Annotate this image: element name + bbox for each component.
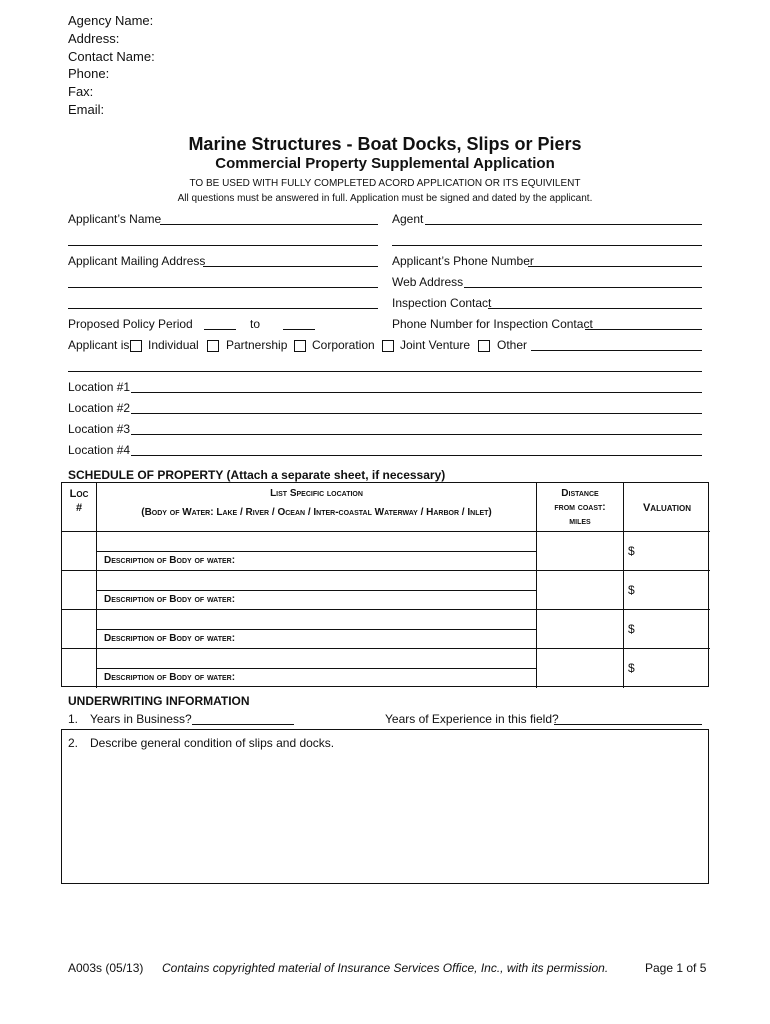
underwriting-heading: UNDERWRITING INFORMATION [68,694,250,708]
mailing-address-field-2[interactable] [68,287,378,288]
fax-label: Fax: [68,84,94,99]
form-id: A003s (05/13) [68,961,144,975]
individual-checkbox[interactable] [130,340,142,352]
copyright-note: Contains copyrighted material of Insurance Services Office, Inc., with its permission. [162,961,609,975]
col-loc-header: Loc # [69,488,89,514]
other-label: Other [497,338,528,352]
phone-number-field[interactable] [528,266,702,267]
page-title: Marine Structures - Boat Docks, Slips or Piers [188,134,582,154]
page-subtitle: Commercial Property Supplemental Application [215,155,555,172]
col-location-header: List Specific location [270,488,363,499]
schedule-heading: SCHEDULE OF PROPERTY (Attach a separate sheet, if necessary) [68,468,446,482]
web-address-label: Web Address [392,275,464,289]
row-4-description-label: Description of Body of water: [104,672,236,683]
location-3-field[interactable] [131,434,702,435]
location-2-field[interactable] [131,413,702,414]
phone-number-label: Applicant’s Phone Number [392,254,534,268]
years-in-business-label: Years in Business? [90,712,192,726]
applicant-name-label: Applicant’s Name [68,212,162,226]
acord-note: TO BE USED WITH FULLY COMPLETED ACORD APPLICATION OR ITS EQUIVILENT [189,178,581,189]
row-1-description-label: Description of Body of water: [104,555,236,566]
row-3-description-label: Description of Body of water: [104,633,236,644]
location-3-label: Location #3 [68,422,131,436]
applicant-name-field-2[interactable] [68,245,378,246]
agent-field[interactable] [425,224,702,225]
mailing-address-field[interactable] [203,266,378,267]
policy-start-field[interactable] [204,329,236,330]
inspection-contact-field[interactable] [488,308,702,309]
blank-line[interactable] [68,371,702,372]
page-number: Page 1 of 5 [645,961,707,975]
years-in-business-field[interactable] [192,724,294,725]
col-distance-header: Distance from coast: miles [554,488,606,527]
agent-field-2[interactable] [392,245,702,246]
other-checkbox[interactable] [478,340,490,352]
location-4-field[interactable] [131,455,702,456]
email-label: Email: [68,102,105,117]
location-2-label: Location #2 [68,401,131,415]
corporation-checkbox[interactable] [294,340,306,352]
policy-end-field[interactable] [283,329,315,330]
mailing-address-label: Applicant Mailing Address [68,254,206,268]
partnership-label: Partnership [226,338,288,352]
row-1-dollar: $ [628,544,635,558]
location-1-field[interactable] [131,392,702,393]
joint-venture-label: Joint Venture [400,338,471,352]
other-field[interactable] [531,350,702,351]
applicant-is-label: Applicant is [68,338,130,352]
corporation-label: Corporation [312,338,375,352]
inspection-phone-label: Phone Number for Inspection Contact [392,317,593,331]
row-4-dollar: $ [628,661,635,675]
inspection-contact-label: Inspection Contact [392,296,492,310]
location-1-label: Location #1 [68,380,131,394]
q2-number: 2. [68,736,79,750]
years-experience-label: Years of Experience in this field? [385,712,559,726]
inspection-phone-field[interactable] [585,329,702,330]
row-3-dollar: $ [628,622,635,636]
phone-label: Phone: [68,66,110,81]
individual-label: Individual [148,338,199,352]
answer-note: All questions must be answered in full. Application must be signed and dated by the applicant. [177,193,593,204]
q1-number: 1. [68,712,79,726]
row-2-description-label: Description of Body of water: [104,594,236,605]
contact-name-label: Contact Name: [68,49,155,64]
applicant-name-field[interactable] [160,224,378,225]
row-2-dollar: $ [628,583,635,597]
years-experience-field[interactable] [554,724,702,725]
agency-name-label: Agency Name: [68,13,154,28]
col-valuation-header: Valuation [642,502,692,514]
web-address-field[interactable] [464,287,702,288]
mailing-address-field-3[interactable] [68,308,378,309]
joint-venture-checkbox[interactable] [382,340,394,352]
col-body-header: (Body of Water: Lake / River / Ocean / Inter-coastal Waterway / Harbor / Inlet) [141,507,492,518]
to-label: to [250,317,261,331]
partnership-checkbox[interactable] [207,340,219,352]
condition-box[interactable] [61,729,709,884]
schedule-table [61,482,709,687]
agent-label: Agent [392,212,424,226]
condition-label: Describe general condition of slips and docks. [90,736,335,750]
address-label: Address: [68,31,120,46]
location-4-label: Location #4 [68,443,131,457]
policy-period-label: Proposed Policy Period [68,317,193,331]
